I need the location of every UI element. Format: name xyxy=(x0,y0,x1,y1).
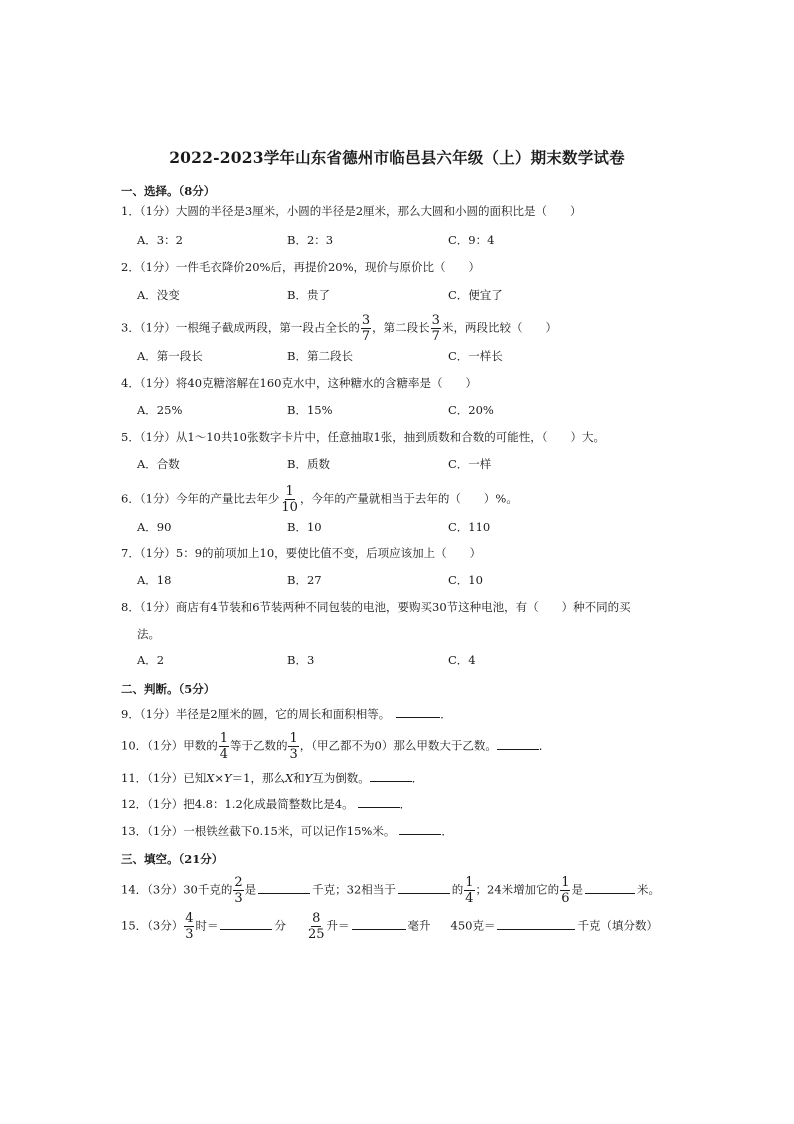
option-a[interactable]: A．3：2 xyxy=(137,233,183,247)
numerator: 8 xyxy=(312,911,321,926)
question-text: 米。 xyxy=(636,882,660,897)
question-7-options xyxy=(137,570,677,590)
answer-blank[interactable] xyxy=(585,881,635,894)
question-text: 14．（3分）30千克的 xyxy=(121,882,233,897)
period: ． xyxy=(411,771,424,785)
denominator: 7 xyxy=(361,329,371,344)
option-c[interactable]: C．4 xyxy=(448,653,476,667)
fraction xyxy=(280,485,299,514)
question-8-options xyxy=(137,650,677,670)
period: ． xyxy=(441,824,453,838)
option-b[interactable]: B．3 xyxy=(287,653,315,667)
variable-y: Y xyxy=(224,771,232,785)
question-1-options xyxy=(137,230,677,250)
denominator: 4 xyxy=(219,747,228,762)
numerator: 3 xyxy=(431,313,440,328)
option-c[interactable]: C．一样 xyxy=(448,457,492,471)
option-a[interactable]: A．90 xyxy=(137,520,172,534)
numerator: 1 xyxy=(285,484,294,499)
variable-x: X xyxy=(284,771,294,785)
numerator: 4 xyxy=(185,911,194,926)
option-b[interactable]: B．15% xyxy=(287,403,333,417)
question-text: ，今年的产量就相当于去年的（ ）%。 xyxy=(299,491,518,506)
question-5: 5．（1分）从1～10共10张数字卡片中，任意抽取1张，抽到质数和合数的可能性，（ ）大。 xyxy=(121,430,606,444)
option-b[interactable]: B．第二段长 xyxy=(287,349,353,363)
question-text: 米，两段比较（ ） xyxy=(441,320,557,335)
question-text: 11．（1分）已知 xyxy=(121,771,207,785)
question-15 xyxy=(121,912,658,941)
question-text: 的 xyxy=(451,882,464,897)
question-text: 分 xyxy=(274,918,286,933)
question-1: 1．（1分）大圆的半径是3厘米，小圆的半径是2厘米，那么大圆和小圆的面积比是（ ） xyxy=(121,204,582,218)
option-b[interactable]: B．质数 xyxy=(287,457,330,471)
question-3 xyxy=(121,314,557,343)
fraction xyxy=(464,876,474,905)
answer-blank[interactable] xyxy=(220,917,272,930)
option-b[interactable]: B．2：3 xyxy=(287,233,334,247)
option-a[interactable]: A．2 xyxy=(137,653,165,667)
fraction xyxy=(307,912,326,941)
denominator: 3 xyxy=(234,891,243,906)
question-text: 10．（1分）甲数的 xyxy=(121,738,218,753)
question-text: ，（甲乙都不为0）那么甲数大于乙数。 xyxy=(299,738,497,753)
question-text: 12．（1分）把4.8：1.2化成最简整数比是4。 xyxy=(121,797,354,811)
question-text: 13．（1分）一根铁丝截下0.15米，可以记作15%米。 xyxy=(121,824,396,838)
question-text: 和 xyxy=(293,771,305,785)
question-text: 15．（3分） xyxy=(121,918,184,933)
fraction xyxy=(219,732,229,761)
numerator: 1 xyxy=(561,875,570,890)
denominator: 10 xyxy=(281,500,298,515)
option-a[interactable]: A．第一段长 xyxy=(137,349,203,363)
variable-x: X xyxy=(206,771,215,785)
question-text: 450克＝ xyxy=(450,918,496,933)
answer-blank[interactable] xyxy=(399,822,441,835)
section-heading-judgement: 二、判断。（5分） xyxy=(121,682,216,696)
numerator: 1 xyxy=(465,875,474,890)
option-b[interactable]: B．10 xyxy=(287,520,322,534)
answer-blank[interactable] xyxy=(497,917,575,930)
answer-blank[interactable] xyxy=(358,795,400,808)
question-3-options xyxy=(137,346,677,366)
option-c[interactable]: C．一样长 xyxy=(448,349,503,363)
times-sign: × xyxy=(214,771,225,785)
question-4: 4．（1分）将40克糖溶解在160克水中，这种糖水的含糖率是（ ） xyxy=(121,376,477,390)
fraction xyxy=(431,314,441,343)
question-4-options xyxy=(137,400,677,420)
question-8-continued: 法。 xyxy=(137,627,160,641)
numerator: 1 xyxy=(219,731,228,746)
numerator: 1 xyxy=(289,731,298,746)
denominator: 7 xyxy=(431,329,440,344)
option-b[interactable]: B．贵了 xyxy=(287,288,330,302)
question-text: 时＝ xyxy=(195,918,219,933)
option-c[interactable]: C．9：4 xyxy=(448,233,495,247)
period: ． xyxy=(440,707,452,721)
question-5-options xyxy=(137,454,677,474)
section-heading-choice: 一、选择。（8分） xyxy=(121,184,216,198)
question-9 xyxy=(121,704,452,724)
question-text: 是 xyxy=(244,882,257,897)
question-7: 7．（1分）5：9的前项加上10，要使比值不变，后项应该加上（ ） xyxy=(121,546,482,560)
question-text: ，第二段长 xyxy=(372,320,430,335)
answer-blank[interactable] xyxy=(398,881,450,894)
denominator: 3 xyxy=(185,927,194,942)
question-8: 8．（1分）商店有4节装和6节装两种不同包装的电池，要购买30节这种电池，有（ ）种不同的买 xyxy=(121,600,631,614)
question-text: 千克；32相当于 xyxy=(312,882,396,897)
option-a[interactable]: A．25% xyxy=(137,403,183,417)
question-14 xyxy=(121,876,660,905)
period: ． xyxy=(538,738,551,753)
question-6-options xyxy=(137,517,677,537)
fraction xyxy=(233,876,243,905)
denominator: 25 xyxy=(307,927,325,942)
answer-blank[interactable] xyxy=(258,881,310,894)
question-11 xyxy=(121,768,423,788)
option-c[interactable]: C．10 xyxy=(448,573,483,587)
fraction xyxy=(288,732,298,761)
question-text: 9．（1分）半径是2厘米的圆，它的周长和面积相等。 xyxy=(121,707,391,721)
fraction xyxy=(361,314,371,343)
fraction xyxy=(560,876,570,905)
option-c[interactable]: C．20% xyxy=(448,403,494,417)
denominator: 6 xyxy=(561,891,570,906)
answer-blank[interactable] xyxy=(352,917,406,930)
question-2-options xyxy=(137,285,677,305)
option-a[interactable]: A．没变 xyxy=(137,288,180,302)
answer-blank[interactable] xyxy=(396,705,440,718)
option-c[interactable]: C．110 xyxy=(448,520,491,534)
answer-blank[interactable] xyxy=(497,737,539,750)
question-text: 升＝ xyxy=(326,918,350,933)
denominator: 3 xyxy=(289,747,298,762)
denominator: 4 xyxy=(465,891,474,906)
question-text: ＝1，那么 xyxy=(231,771,285,785)
question-text: 是 xyxy=(571,882,583,897)
question-text: 互为倒数。 xyxy=(312,771,370,785)
variable-y: Y xyxy=(304,771,313,785)
option-a[interactable]: A．合数 xyxy=(137,457,180,471)
question-13 xyxy=(121,821,453,841)
page-title: 2022-2023学年山东省德州市临邑县六年级（上）期末数学试卷 xyxy=(169,148,625,167)
question-text: ；24米增加它的 xyxy=(475,882,560,897)
question-text: 千克（填分数） xyxy=(577,918,658,933)
option-a[interactable]: A．18 xyxy=(137,573,172,587)
question-text: 3．（1分）一根绳子截成两段，第一段占全长的 xyxy=(121,320,360,335)
period: ． xyxy=(399,797,412,811)
question-6 xyxy=(121,485,518,514)
numerator: 3 xyxy=(361,313,371,328)
question-text: 等于乙数的 xyxy=(229,738,288,753)
fraction xyxy=(184,912,194,941)
question-text: 6．（1分）今年的产量比去年少 xyxy=(121,491,280,506)
option-b[interactable]: B．27 xyxy=(287,573,322,587)
section-heading-fill: 三、填空。（21分） xyxy=(121,852,224,866)
answer-blank[interactable] xyxy=(370,769,412,782)
question-12 xyxy=(121,794,411,814)
question-10 xyxy=(121,732,550,761)
question-text: 毫升 xyxy=(407,918,431,933)
numerator: 2 xyxy=(234,875,243,890)
question-2: 2．（1分）一件毛衣降价20%后，再提价20%，现价与原价比（ ） xyxy=(121,260,481,274)
option-c[interactable]: C．便宜了 xyxy=(448,288,503,302)
